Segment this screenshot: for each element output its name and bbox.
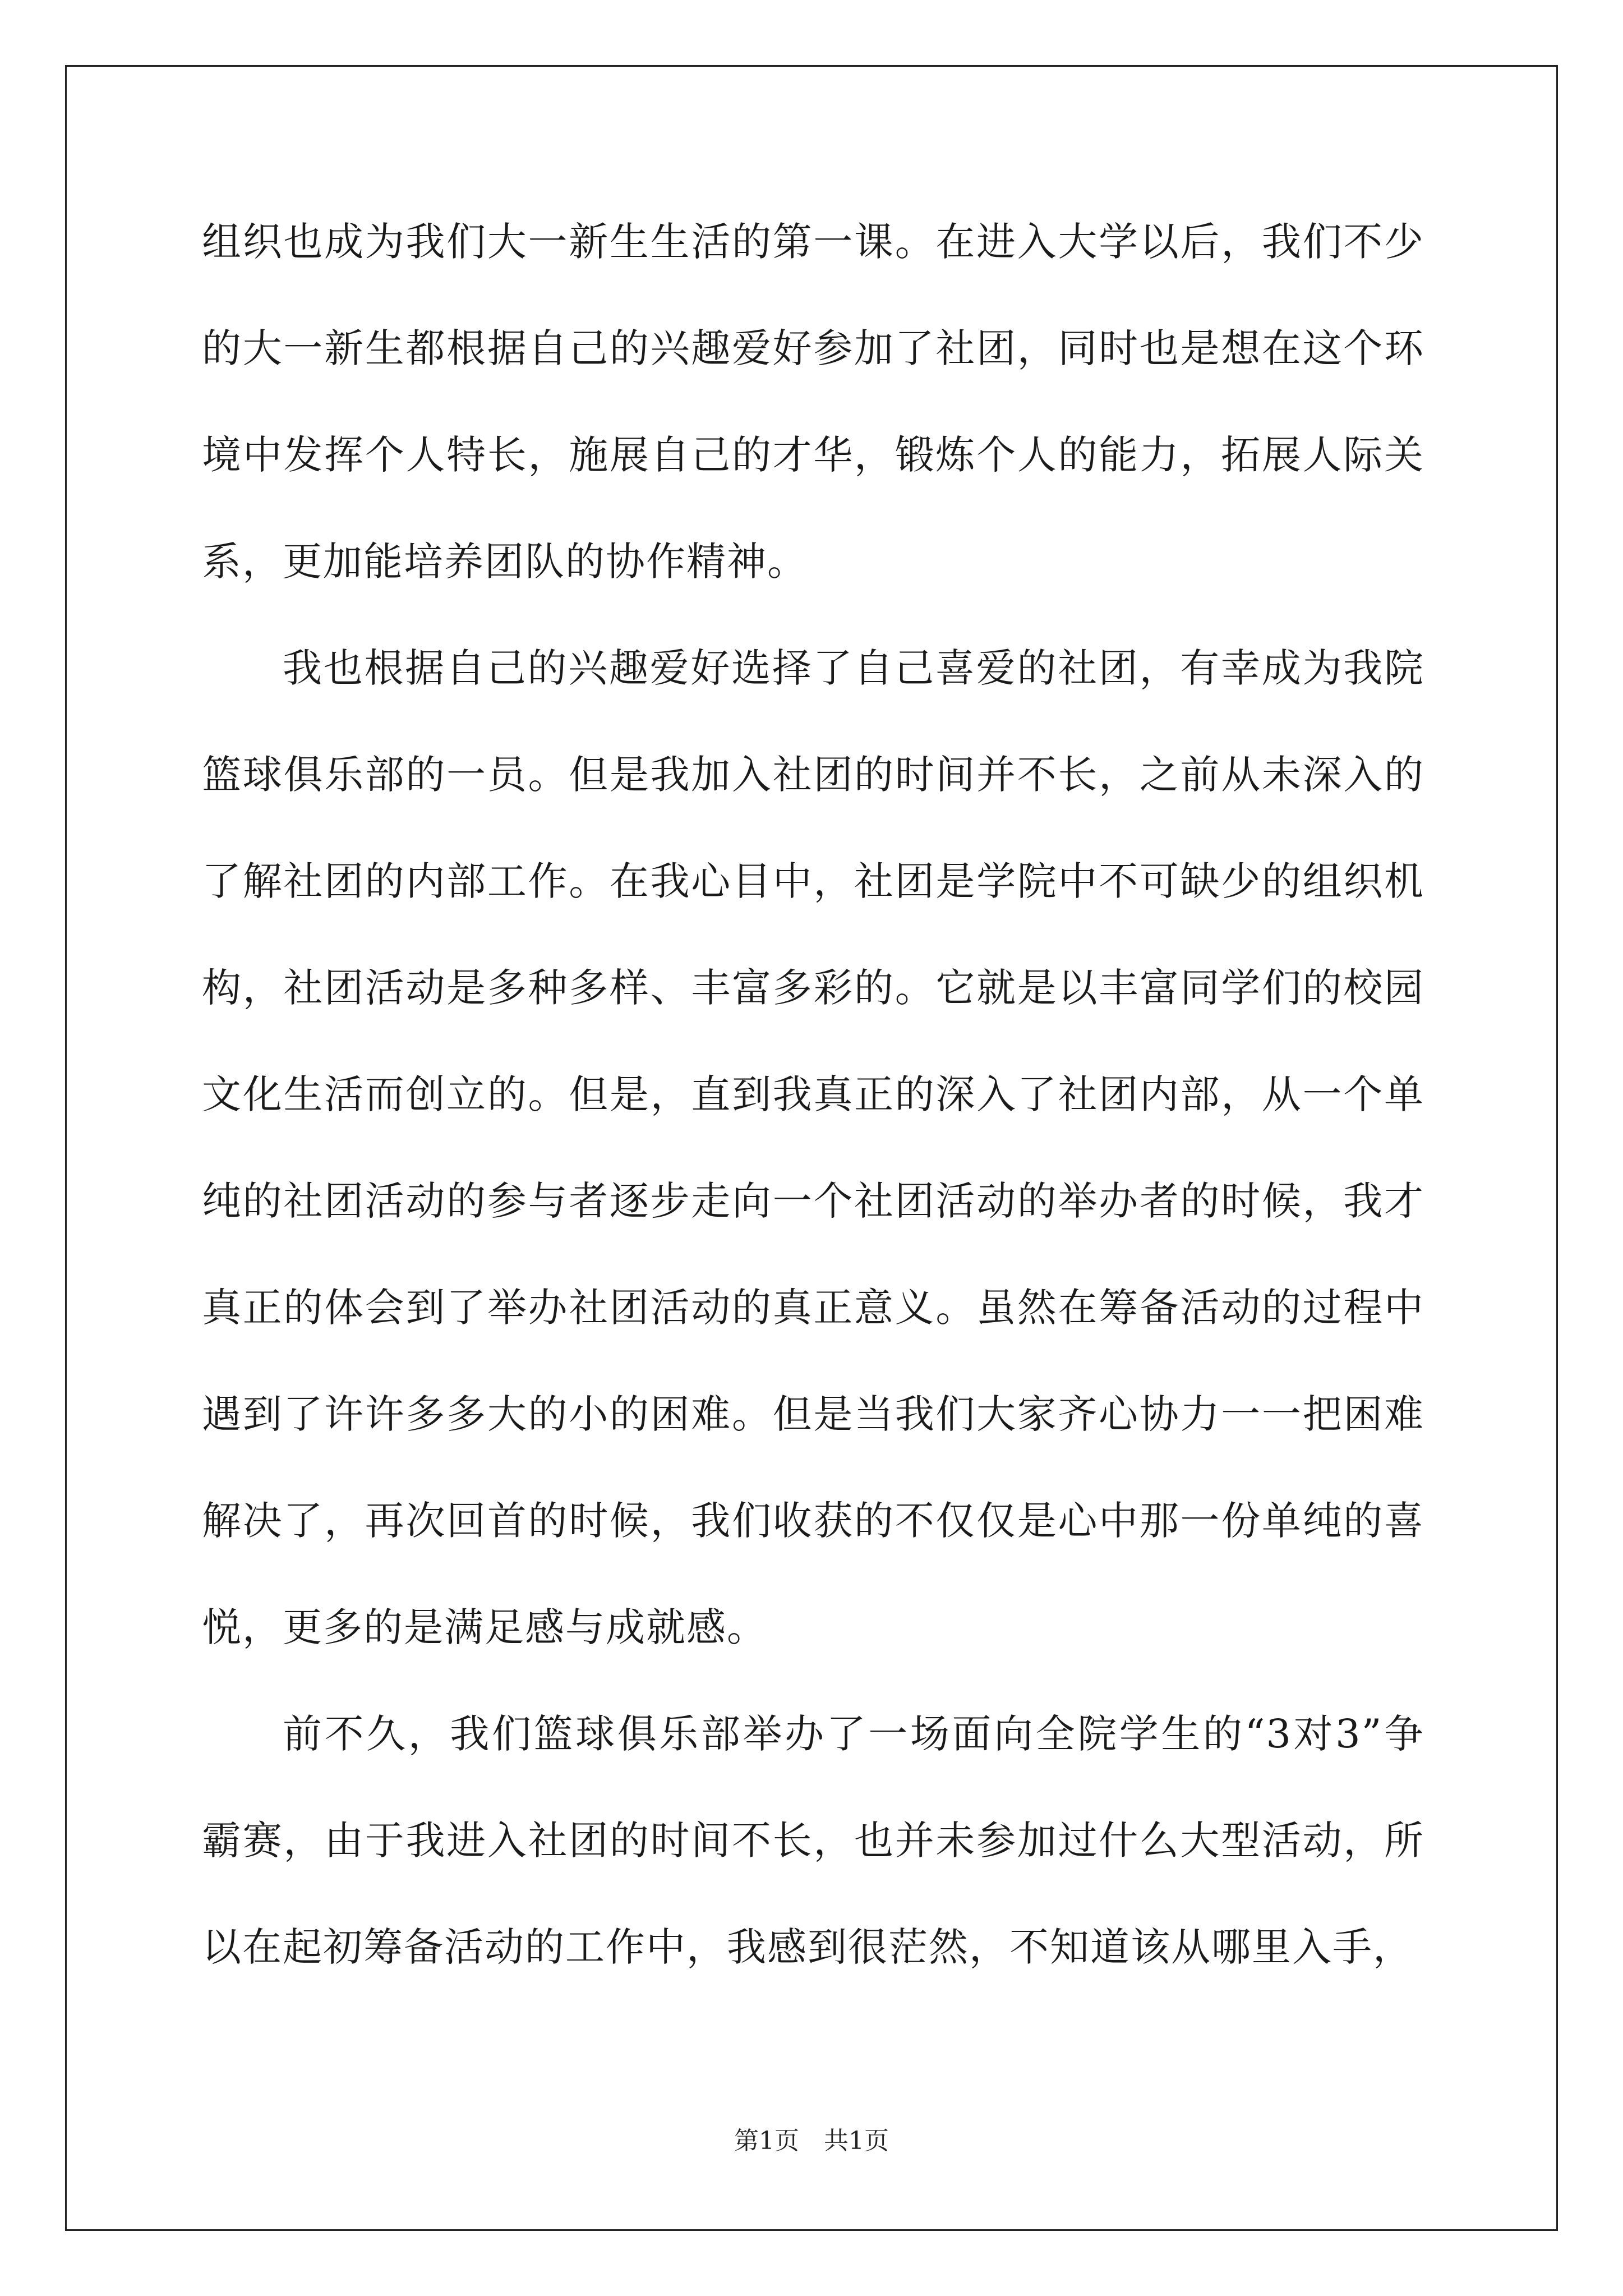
- page-footer: 第1页 共1页: [734, 2127, 889, 2155]
- document-body: [202, 188, 1424, 2000]
- paragraph-2: 我也根据自己的兴趣爱好选择了自己喜爱的社团，有幸成为我院篮球俱乐部的一员。但是我加入社团的时间并不长，之前从未深入的了解社团的内部工作。在我心目中，社团是学院中不可缺少的组织机构，社团活动是多种多样、丰富多彩的。它就是以丰富同学们的校园文化生活而创立的。但是，直到我真正的深入了社团内部，从一个单纯的社团活动的参与者逐步走向一个社团活动的举办者的时候，我才真正的体会到了举办社团活动的真正意义。虽然在筹备活动的过程中遇到了许许多多大的小的困难。但是当我们大家齐心协力一一把困难解决了，再次回首的时候，我们收获的不仅仅是心中那一份单纯的喜悦，更多的是满足感与成就感。: [202, 645, 1424, 1650]
- paragraph-1: 组织也成为我们大一新生生活的第一课。在进入大学以后，我们不少的大一新生都根据自己的兴趣爱好参加了社团，同时也是想在这个环境中发挥个人特长，施展自己的才华，锻炼个人的能力，拓展人际关系，更加能培养团队的协作精神。: [202, 219, 1424, 585]
- paragraph-3: 前不久，我们篮球俱乐部举办了一场面向全院学生的“3对3”争霸赛，由于我进入社团的时间不长，也并未参加过什么大型活动，所以在起初筹备活动的工作中，我感到很茫然，不知道该从哪里入手，: [202, 1711, 1424, 1970]
